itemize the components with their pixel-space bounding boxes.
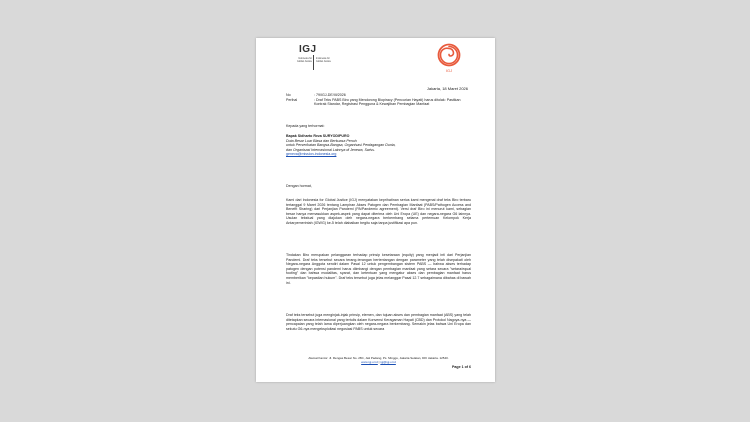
spiral-logo-icon xyxy=(437,43,461,67)
logo-wordmark: IGJ xyxy=(299,44,317,55)
recipient-email-link[interactable]: geneva@mission-indonesia.org xyxy=(286,152,337,157)
addressed-to: Kepada yang terhormat: xyxy=(286,124,325,128)
logo-subtitle-left: Indonesia for Global Justice xyxy=(296,57,312,63)
letter-meta xyxy=(286,93,471,107)
logo-divider xyxy=(313,55,314,70)
logo-subtitle-right: Indonesia for Global Justice xyxy=(316,57,332,63)
subject-value: : Draf Teks PABS Biro yang Mendorong Biopiracy (Pencurian Hayati) harus ditolak: Pastikan Kontrak Standar, Registrasi Pengguna & Kewajiban Pembagian Manfaat xyxy=(314,97,461,107)
number-label: No xyxy=(286,93,291,97)
recipient-title-line1: Duta Besar Luar Biasa dan Berkuasa Penuh xyxy=(286,138,357,143)
page-number: Page 1 of 6 xyxy=(452,365,471,369)
igj-logo-left xyxy=(287,44,367,74)
salutation: Dengan hormat, xyxy=(286,184,312,188)
letter-footer xyxy=(286,356,471,364)
recipient-name: Bapak Sidharto Reza SURYODIPURO xyxy=(286,134,350,138)
letter-page xyxy=(256,38,495,382)
paragraph-2: Tindakan Biro merupakan pelanggaran terhadap prinsip kesetaraan (equity) yang menjadi inti dari Perjanjian Pandemi. Draf teks tersebut secara terang-terangan bertentangan dengan parameter yang telah disepakati oleh Negara-negara Anggota sendiri dalam Pasal 12 untuk pengembangan sistem PABS — bahwa akses terhadap patogen dengan potensi pandemi harus diimbangi dengan pembagian manfaat yang setara secara "setara/equal footing" dan bahwa modalitas, syarat, dan ketentuan yang mengatur akses dan pembagian manfaat harus memberikan "kepastian hukum". Draf teks tersebut juga jelas melanggar Pasal 12.7 sebagaimana dibahas di bawah ini. xyxy=(286,253,471,285)
igj-logo-right xyxy=(437,43,461,77)
subject-label: Perihal xyxy=(286,97,298,102)
recipient-title-line3: dan Organisasi Internasional Lainnya di Jenewa, Swiss. xyxy=(286,147,375,152)
recipient-title-line2: untuk Perserikatan Bangsa-Bangsa, Organisasi Perdagangan Dunia, xyxy=(286,143,396,148)
meta-subject-row xyxy=(286,98,471,107)
recipient-block xyxy=(286,134,471,157)
footer-site-link[interactable]: www.igj.or.id xyxy=(361,360,378,364)
number-value: : 79/IGJ-DE/III/2026 xyxy=(314,93,346,97)
paragraph-1: Kami dari Indonesia for Global Justice (IGJ) menyatakan keprihatinan serius kami mengenai draf teks Biro terbaru tertanggal 9 Maret 2026 tentang Lampiran Akses Patogen dan Pembagian Manfaat (PABS/Pathogen Access and Benefit Sharing) dari Perjanjian Pandemi (PA/Pandemic agreement). Versi draf Biro ini menurut kami, sebagian besar hanya memasukkan aspek-aspek yang dapat diterima oleh Uni Eropa (UE) dan negara-negara G6 lainnya. Usulan tekstual yang diajukan oleh negara-negara berkembang selama pertemuan Kelompok Kerja Antarpemerintah (IGWG) ke-5 telah diabaikan begitu saja tanpa justifikasi apa pun. xyxy=(286,198,471,225)
footer-address: Alamat Kantor: Jl. Rengas Besar No. 28C, Jati Padang, Ps. Minggu, Jakarta Selatan, DKI Jakarta. 12540. xyxy=(308,356,449,360)
letter-date: Jakarta, 18 Maret 2026 xyxy=(426,86,468,91)
logo-caption: IGJ xyxy=(445,68,453,73)
footer-email-link[interactable]: igj@igj.or.id xyxy=(380,360,396,364)
paragraph-3: Draf teks tersebut juga menginjak-injak prinsip, elemen, dan tujuan akses dan pembagian manfaat (ABS) yang telah ditetapkan secara internasional yang tertulis dalam Konvensi Keragaman Hayati (CBD) dan Protokol Nagoya-nya — pencapaian yang telah lama diperjuangkan oleh negara-negara berkembang. Semakin jelas bahwa Uni Eropa dan sekutu G6-nya mengeksploitasi negosiasi PABS untuk secara xyxy=(286,313,471,331)
footer-contacts: www.igj.or.id | igj@igj.or.id xyxy=(361,360,396,364)
